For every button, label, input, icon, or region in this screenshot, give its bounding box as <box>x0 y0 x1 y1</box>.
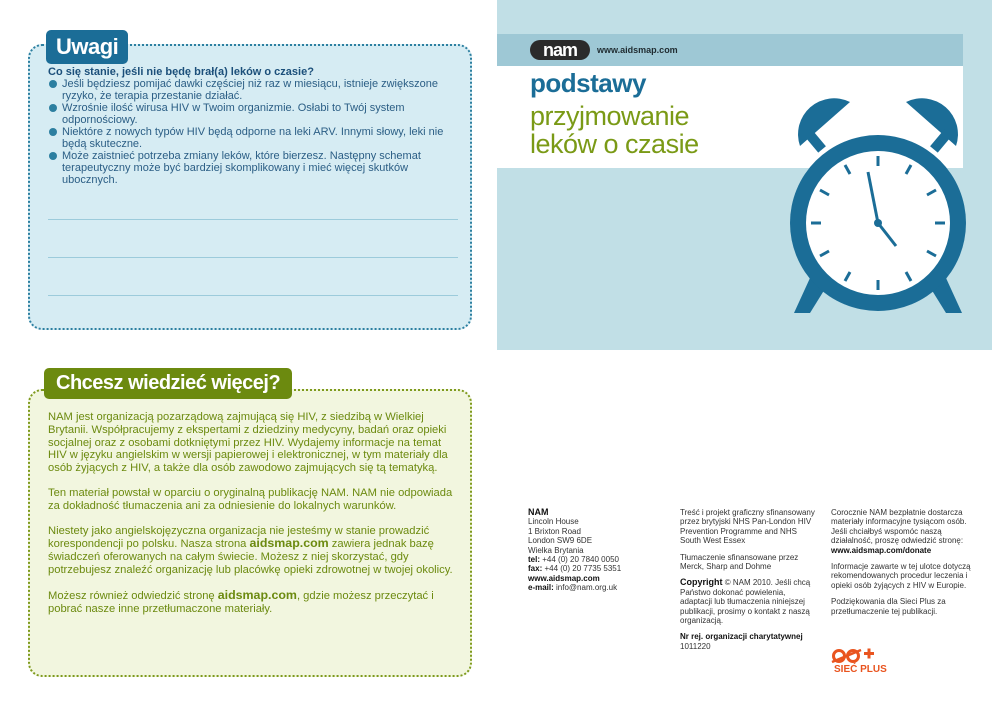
credits-column <box>680 508 818 651</box>
cover-subtitle: przyjmowanie leków o czasie <box>530 101 699 159</box>
bullet-icon <box>49 152 57 160</box>
credits-translation: Tłumaczenie sfinansowane przez Merck, Sharp and Dohme <box>680 552 799 572</box>
siec-plus-logo-icon <box>831 646 875 664</box>
donate-text: Corocznie NAM bezpłatnie dostarcza materiały informacyjne tysiącom osób. Jeśli chciałbyś wspomóc naszą działalność, proszę odwiedzić stronę: <box>831 508 967 546</box>
thanks-text: Podziękowania dla Sieci Plus za przetłumaczenie tej publikacji. <box>831 597 946 616</box>
donate-link[interactable]: www.aidsmap.com/donate <box>831 545 932 555</box>
list-item: Jeśli będziesz pomijać dawki częściej niż raz w miesiącu, istnieje zwiększone ryzyko, że terapia przestanie działać. <box>48 78 464 102</box>
charity-reg-label: Nr rej. organizacji charytatywnej <box>680 632 803 642</box>
cover-title: podstawy <box>530 68 646 98</box>
contact-fax: fax: +44 (0) 20 7735 5351 <box>528 564 622 574</box>
clock-bell-left <box>798 98 850 146</box>
more-info-content <box>48 411 462 627</box>
notes-title: Uwagi <box>46 30 128 64</box>
clock-bell-right <box>906 98 958 146</box>
charity-reg-number: 1011220 <box>680 641 711 651</box>
cover-url[interactable]: www.aidsmap.com <box>597 45 678 55</box>
list-item: Może zaistnieć potrzeba zmiany leków, które bierzesz. Następny schemat terapeutyczny może być bardziej skomplikowany i mieć więcej skutków ubocznych. <box>48 150 464 186</box>
list-item: Wzrośnie ilość wirusa HIV w Twoim organizmie. Osłabi to Twój system odpornościowy. <box>48 102 464 126</box>
org-name: NAM <box>528 507 549 517</box>
more-info-paragraph: Możesz również odwiedzić stronę aidsmap.com, gdzie możesz przeczytać i pobrać nasze inne przetłumaczone materiały. <box>48 587 434 615</box>
note-line <box>48 219 458 220</box>
contact-web-link[interactable]: www.aidsmap.com <box>528 573 600 583</box>
note-line <box>48 257 458 258</box>
siec-plus-logo-text: SIEĆ PLUS <box>834 664 887 675</box>
more-info-paragraph: Niestety jako angielskojęzyczna organizacja nie jesteśmy w stanie prowadzić korespondencji po polsku. Nasza strona aidsmap.com zawiera jednak bazę świadczeń oferowanych na całym świecie. Możesz z niej skorzystać, gdy potrzebujesz znaleźć organizację lub placówkę opieki zdrowotnej w twojej okolicy. <box>48 524 453 576</box>
list-item: Niektóre z nowych typów HIV będą odporne na leki ARV. Innymi słowy, leki nie będą skuteczne. <box>48 126 464 150</box>
aidsmap-link[interactable]: aidsmap.com <box>249 536 329 551</box>
notes-content <box>48 66 464 186</box>
note-line <box>48 295 458 296</box>
credits-design: Treść i projekt graficzny sfinansowany przez brytyjski NHS Pan-London HIV Prevention Programme and NHS South West Essex <box>680 508 815 546</box>
more-info-paragraph: Ten materiał powstał w oparciu o oryginalną publikację NAM. NAM nie odpowiada za dokładność tłumaczenia ani za odniesienie do lokalnych warunków. <box>48 486 453 512</box>
contact-column: NAM Lincoln House 1 Brixton Road London SW9 6DE Wielka Brytania tel: +44 (0) 20 7840 0050 fax: +44 (0) 20 7735 5351 www.aidsmap.com e-mail: info@nam.org.uk <box>528 508 660 593</box>
contact-tel: tel: +44 (0) 20 7840 0050 <box>528 555 619 565</box>
nam-logo: nam <box>530 40 590 60</box>
donate-column <box>831 508 971 623</box>
contact-email[interactable]: e-mail: info@nam.org.uk <box>528 583 618 593</box>
notes-question: Co się stanie, jeśli nie będę brał(a) leków o czasie? <box>48 66 314 78</box>
alarm-clock-icon <box>770 88 985 328</box>
credits-copyright: Copyright © NAM 2010. Jeśli chcą Państwo dokonać powielenia, adaptacji lub tłumaczenia niniejszej publikacji, prosimy o kontakt z naszą organizacją. <box>680 577 811 626</box>
notes-list <box>48 78 464 186</box>
info-text: Informacje zawarte w tej ulotce dotyczą rekomendowanych procedur leczenia i opieki osób żyjących z HIV w Europie. <box>831 562 971 590</box>
bullet-icon <box>49 80 57 88</box>
bullet-icon <box>49 128 57 136</box>
bullet-icon <box>49 104 57 112</box>
more-info-paragraph: NAM jest organizacją pozarządową zajmującą się HIV, z siedzibą w Wielkiej Brytanii. Współpracujemy z ekspertami z dziedziny medycyny, badań oraz opieki socjalnej oraz z osobami dotkniętymi przez HIV. Wydajemy informacje na temat HIV w języku angielskim w wersji papierowej i elektronicznej, w tym materiały dla osób żyjących z HIV, a także dla osób zawodowo zajmujących się tą tematyką. <box>48 411 448 475</box>
more-info-title: Chcesz wiedzieć więcej? <box>44 368 292 399</box>
aidsmap-link[interactable]: aidsmap.com <box>217 587 297 602</box>
